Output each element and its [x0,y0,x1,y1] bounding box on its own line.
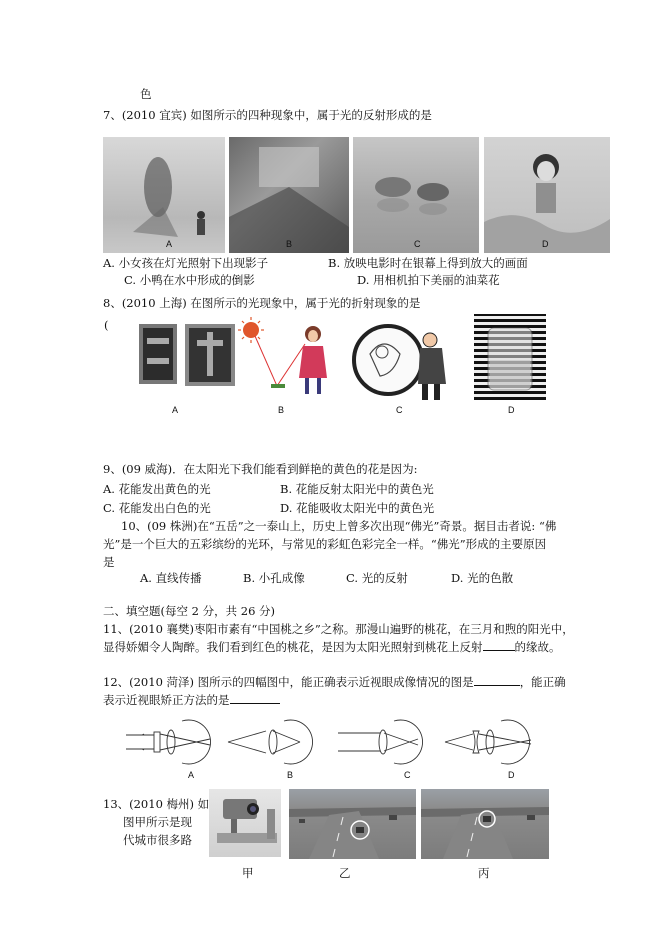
q13-photo-jia-camera [209,789,281,857]
q11-line-2-end: 的缘故。 [514,640,561,654]
q12-eye-diagram-d [443,717,543,767]
q13-line-3: 代城市很多路 [123,833,192,847]
q8-label-b: B [278,405,285,415]
q9-option-d: D. 花能吸收太阳光中的黄色光 [280,501,435,515]
q9-option-a: A. 花能发出黄色的光 [103,482,211,496]
q7-label-c: C [414,239,421,249]
q8-paren: ( [104,318,109,332]
q7-label-b: B [286,239,293,249]
q7-option-b: B. 放映电影时在银幕上得到放大的画面 [328,256,528,270]
q10-option-a: A. 直线传播 [140,571,202,585]
q7-option-a: A. 小女孩在灯光照射下出现影子 [103,256,269,270]
q12-label-d: D [508,770,515,780]
q7-option-d: D. 用相机拍下美丽的油菜花 [357,273,500,287]
q12-eye-diagram-a [124,717,224,767]
q13-label-yi: 乙 [339,866,351,880]
q8-label-c: C [396,405,403,415]
q7-label-a: A [166,239,173,249]
q12-line-2 [103,693,280,708]
q10-option-d: D. 光的色散 [451,571,514,585]
q12-eye-diagram-c [336,717,436,767]
q12-answer-blank-2[interactable] [230,703,280,704]
q12-eye-diagram-b [226,717,326,767]
q11-line-1: 11、(2010 襄樊)枣阳市素有“中国桃之乡”之称。那漫山遍野的桃花，在三月和煦的阳光中， [103,622,574,636]
q12-label-b: B [287,770,294,780]
q10-line-3: 是 [103,555,115,569]
q12-line-1-end: ，能正确 [519,675,566,689]
q12-line-1 [103,675,566,690]
q10-option-b: B. 小孔成像 [243,571,305,585]
q7-stem: 7、(2010 宜宾) 如图所示的四种现象中，属于光的反射形成的是 [103,108,432,122]
q12-label-c: C [404,770,411,780]
q13-label-bing: 丙 [478,866,490,880]
q8-stem: 8、(2010 上海) 在图所示的光现象中，属于光的折射现象的是 [103,296,421,310]
q13-line-2: 图甲所示是现 [123,815,192,829]
q13-line-1: 13、(2010 梅州) 如 [103,797,210,811]
q9-option-b: B. 花能反射太阳光中的黄色光 [280,482,434,496]
q8-image-d-glass-stripes [474,314,546,400]
q7-photo-b-movie-screen [229,137,349,253]
q11-line-2-text: 显得娇媚令人陶醉。我们看到红色的桃花，是因为太阳光照射到桃花上反射 [103,640,483,654]
q10-option-c: C. 光的反射 [346,571,408,585]
q10-line-1: 10、(09 株洲)在“五岳”之一泰山上，历史上曾多次出现“佛光”奇景。据目击者说: “佛 [121,519,557,533]
q7-photo-d-girl-flowers [484,137,610,253]
q11-answer-blank[interactable] [483,650,515,651]
q12-line-1-text: 12、(2010 菏泽) 图所示的四幅图中，能正确表示近视眼成像情况的图是 [103,675,474,689]
q11-line-2 [103,640,561,655]
q8-label-a: A [172,405,179,415]
q13-label-jia: 甲 [242,866,254,880]
q7-photo-a-girl-shadow [103,137,225,253]
q12-line-2-text: 表示近视眼矫正方法的是 [103,693,230,707]
q13-photo-yi-road [289,789,416,859]
q8-image-a-3d-text [133,318,243,398]
q8-image-b-sun-mirror-girl [237,316,337,402]
q8-label-d: D [508,405,515,415]
q9-option-c: C. 花能发出白色的光 [103,501,211,515]
q12-label-a: A [188,770,195,780]
q9-stem: 9、(09 威海)．在太阳光下我们能看到鲜艳的黄色的花是因为: [103,462,418,476]
q6-tail-text: 色 [140,87,152,101]
q7-photo-c-duck-reflection [353,137,479,253]
q8-image-c-magnifier [350,314,450,404]
q7-option-c: C. 小鸭在水中形成的倒影 [124,273,255,287]
section-2-heading: 二、填空题(每空 2 分，共 26 分) [103,604,276,618]
q12-answer-blank-1[interactable] [474,685,520,686]
q13-photo-bing-road [421,789,549,859]
q10-line-2: 光”是一个巨大的五彩缤纷的光环，与常见的彩虹色彩完全一样。“佛光”形成的主要原因 [103,537,547,551]
q7-label-d: D [542,239,549,249]
